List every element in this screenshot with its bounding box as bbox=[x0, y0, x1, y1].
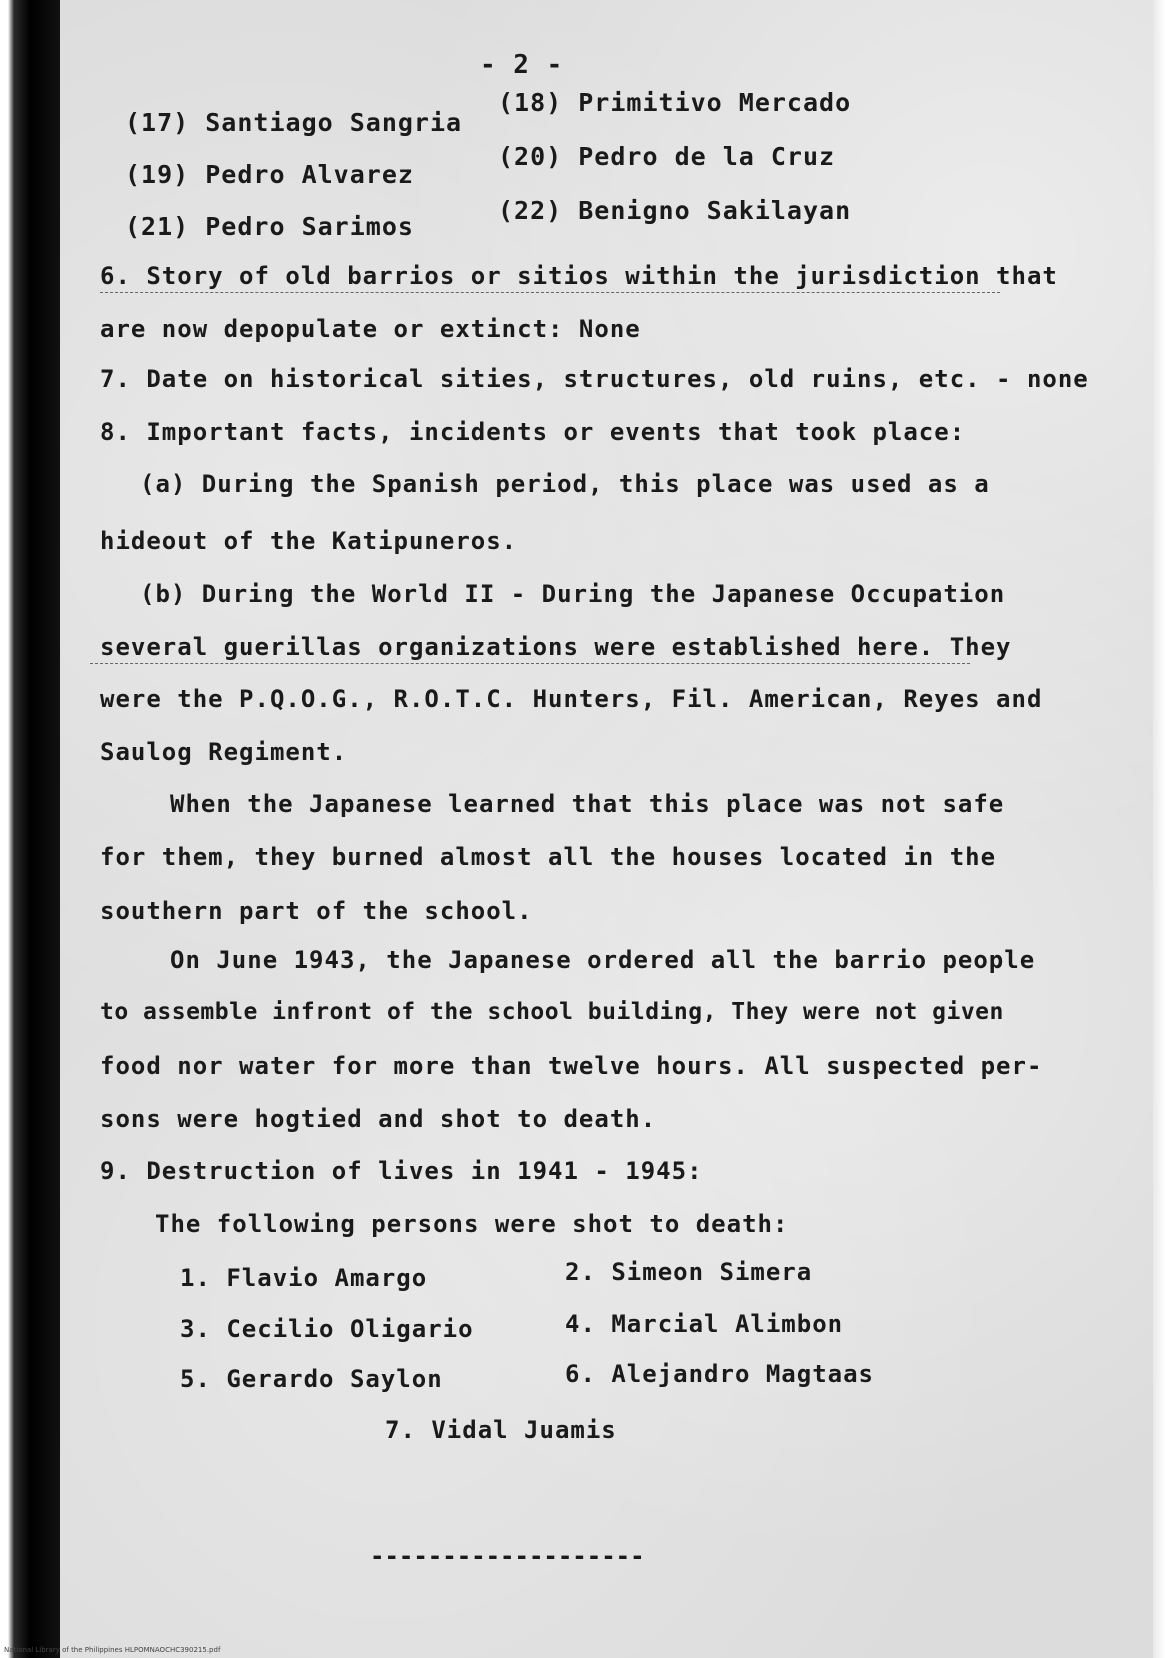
item7: 7. Date on historical sities, structures, old ruins, etc. - none bbox=[100, 365, 1089, 393]
scan-footer: National Library of the Philippines HLPOMNAOCHC390215.pdf bbox=[4, 1646, 221, 1654]
item8-b-line2: several guerillas organizations were established here. They bbox=[100, 633, 1012, 661]
item8-p2-line3: food nor water for more than twelve hours. All suspected per- bbox=[100, 1052, 1043, 1080]
item9-intro: The following persons were shot to death: bbox=[155, 1210, 789, 1238]
underline-rule-2 bbox=[90, 663, 970, 664]
item8-a-line1: (a) During the Spanish period, this place was used as a bbox=[140, 470, 990, 498]
name-22: (22) Benigno Sakilayan bbox=[498, 196, 852, 225]
victim-7: 7. Vidal Juamis bbox=[385, 1416, 617, 1444]
name-19: (19) Pedro Alvarez bbox=[125, 160, 414, 189]
item8-b-line3: were the P.Q.O.G., R.O.T.C. Hunters, Fil. American, Reyes and bbox=[100, 685, 1043, 713]
name-17: (17) Santiago Sangria bbox=[125, 108, 463, 137]
closing-rule: ------------------- bbox=[370, 1542, 645, 1570]
scan-right-edge bbox=[1153, 0, 1165, 1658]
underline-rule bbox=[100, 292, 1000, 293]
name-21: (21) Pedro Sarimos bbox=[125, 212, 414, 241]
item8-p2-line2: to assemble infront of the school building, They were not given bbox=[100, 999, 1004, 1025]
victim-3: 3. Cecilio Oligario bbox=[180, 1315, 474, 1343]
item8-heading: 8. Important facts, incidents or events that took place: bbox=[100, 418, 966, 446]
item6-line2: are now depopulate or extinct: None bbox=[100, 315, 641, 343]
item8-p1-line2: for them, they burned almost all the houses located in the bbox=[100, 843, 997, 871]
victim-6: 6. Alejandro Magtaas bbox=[565, 1360, 874, 1388]
item8-a-line2: hideout of the Katipuneros. bbox=[100, 527, 518, 555]
victim-2: 2. Simeon Simera bbox=[565, 1258, 813, 1286]
page-number: - 2 - bbox=[480, 50, 564, 80]
item8-p1-line3: southern part of the school. bbox=[100, 897, 533, 925]
item6-line1: 6. Story of old barrios or sitios within the jurisdiction that bbox=[100, 262, 1058, 290]
item8-b-line4: Saulog Regiment. bbox=[100, 738, 348, 766]
item8-b-line1: (b) During the World II - During the Japanese Occupation bbox=[140, 580, 1006, 608]
item8-p1-line1: When the Japanese learned that this place was not safe bbox=[170, 790, 1005, 818]
name-20: (20) Pedro de la Cruz bbox=[498, 142, 836, 171]
victim-5: 5. Gerardo Saylon bbox=[180, 1365, 443, 1393]
victim-1: 1. Flavio Amargo bbox=[180, 1264, 428, 1292]
item8-p2-line1: On June 1943, the Japanese ordered all the barrio people bbox=[170, 946, 1036, 974]
item9-heading: 9. Destruction of lives in 1941 - 1945: bbox=[100, 1157, 703, 1185]
item8-p2-line4: sons were hogtied and shot to death. bbox=[100, 1105, 657, 1133]
document-page bbox=[60, 0, 1155, 1658]
name-18: (18) Primitivo Mercado bbox=[498, 88, 852, 117]
victim-4: 4. Marcial Alimbon bbox=[565, 1310, 844, 1338]
